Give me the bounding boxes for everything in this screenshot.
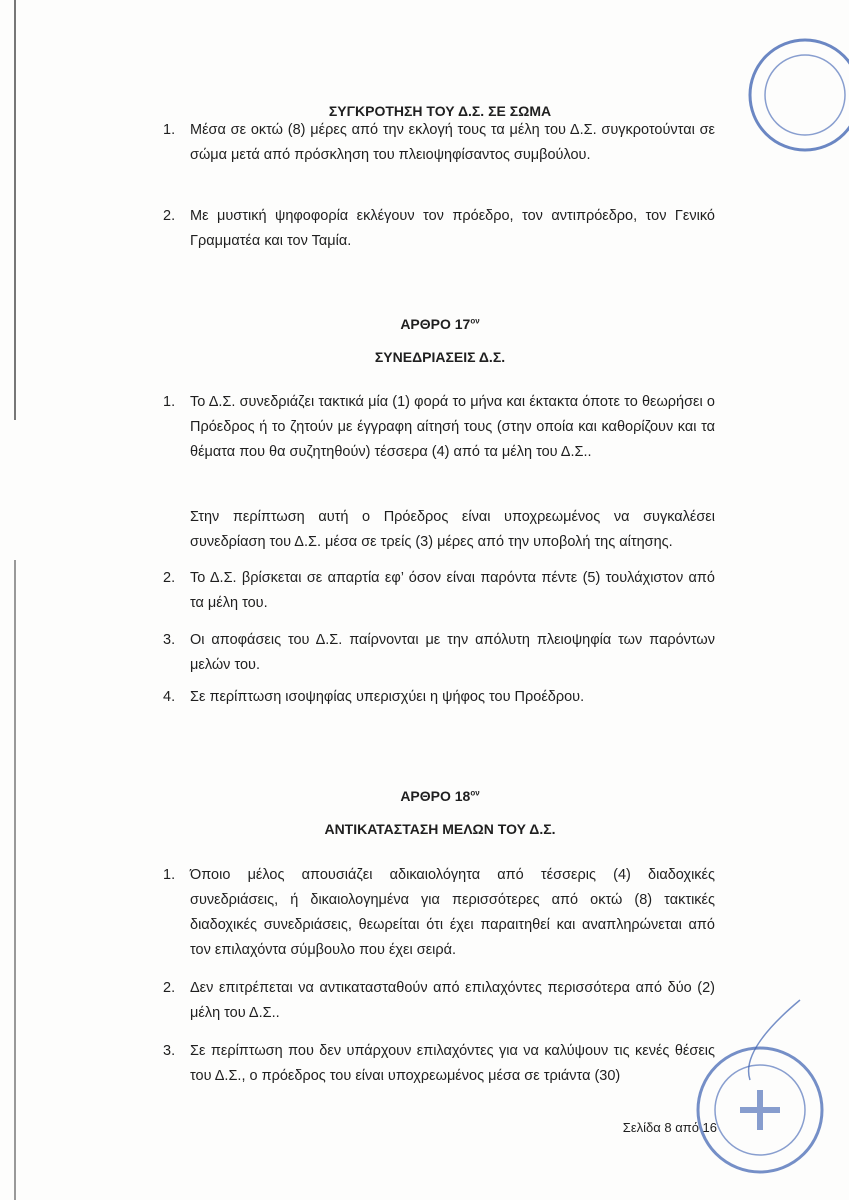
item-number: 2. — [163, 980, 176, 996]
item-number: 1. — [163, 867, 176, 883]
item-text: Μέσα σε οκτώ (8) μέρες από την εκλογή τους τα μέλη του Δ.Σ. συγκροτούνται σε σώμα μετά από πρόσκληση του πλειοψηφίσαντος συμβούλου. — [190, 122, 715, 163]
item-number: 3. — [163, 1043, 176, 1059]
article-title-sup: ον — [470, 316, 480, 326]
binding-edge — [14, 560, 16, 1200]
item-text: Με μυστική ψηφοφορία εκλέγουν τον πρόεδρο, τον αντιπρόεδρο, τον Γενικό Γραμματέα και τον Ταμία. — [190, 208, 715, 249]
official-stamp-bottom — [680, 990, 830, 1190]
section-heading: ΣΥΓΚΡΟΤΗΣΗ ΤΟΥ Δ.Σ. ΣΕ ΣΩΜΑ — [328, 103, 552, 119]
item-number: 1. — [163, 122, 176, 138]
item-number: 4. — [163, 689, 176, 705]
item-number: 2. — [163, 570, 176, 586]
article-title-text: ΑΡΘΡΟ 18 — [400, 788, 471, 804]
list-item — [163, 976, 715, 1026]
item-text: Δεν επιτρέπεται να αντικατασταθούν από επιλαχόντες περισσότερα από δύο (2) μέλη του Δ.Σ.. — [190, 980, 715, 1021]
item-text: Οι αποφάσεις του Δ.Σ. παίρνονται με την απόλυτη πλειοψηφία των παρόντων μελών του. — [190, 632, 715, 673]
item-number: 2. — [163, 208, 176, 224]
list-item — [163, 628, 715, 678]
list-item — [163, 118, 715, 168]
item-number: 1. — [163, 394, 176, 410]
list-item — [163, 390, 715, 465]
item-number: 3. — [163, 632, 176, 648]
item-text: Σε περίπτωση που δεν υπάρχουν επιλαχόντες για να καλύψουν τις κενές θέσεις του Δ.Σ., ο πρόεδρος του είναι υποχρεωμένος μέσα σε τριάντα (30) — [190, 1043, 715, 1084]
article-subtitle: ΣΥΝΕΔΡΙΑΣΕΙΣ Δ.Σ. — [374, 349, 506, 365]
binding-edge — [14, 0, 16, 420]
list-item — [163, 204, 715, 254]
list-item — [163, 566, 715, 616]
item-text: Σε περίπτωση ισοψηφίας υπερισχύει η ψήφος του Προέδρου. — [190, 689, 585, 705]
item-text: Το Δ.Σ. βρίσκεται σε απαρτία εφ’ όσον είναι παρόντα πέντε (5) τουλάχιστον από τα μέλη του. — [190, 570, 715, 611]
list-item — [163, 685, 715, 710]
article-title — [150, 316, 730, 332]
article-subtitle: ΑΝΤΙΚΑΤΑΣΤΑΣΗ ΜΕΛΩΝ ΤΟΥ Δ.Σ. — [324, 821, 556, 837]
item-text: Το Δ.Σ. συνεδριάζει τακτικά μία (1) φορά το μήνα και έκτακτα όποτε το θεωρήσει ο Πρόεδρος ή το ζητούν με έγγραφη αίτησή τους (στην οποία και καθορίζουν και τα θέματα που θα συζητηθούν) τέσσερα (4) από τα μέλη του Δ.Σ.. — [190, 394, 715, 460]
list-item — [163, 863, 715, 963]
article-title — [150, 788, 730, 804]
page-number: Σελίδα 8 από 16 — [622, 1120, 717, 1135]
official-stamp-top — [740, 25, 849, 165]
article-title-text: ΑΡΘΡΟ 17 — [400, 316, 471, 332]
item-text: Όποιο μέλος απουσιάζει αδικαιολόγητα από τέσσερις (4) διαδοχικές συνεδριάσεις, ή δικαιολογημένα για περισσότερες από οκτώ (8) τακτικές διαδοχικές συνεδριάσεις, θεωρείται ότι έχει παραιτηθεί και αναπληρώνεται από τον επιλαχόντα σύμβουλο που έχει σειρά. — [190, 867, 715, 958]
list-item — [163, 1039, 715, 1089]
paragraph: Στην περίπτωση αυτή ο Πρόεδρος είναι υποχρεωμένος να συγκαλέσει συνεδρίαση του Δ.Σ. μέσα σε τρείς (3) μέρες από την υποβολή της αίτησης. — [190, 509, 715, 550]
article-title-sup: ον — [470, 788, 480, 798]
